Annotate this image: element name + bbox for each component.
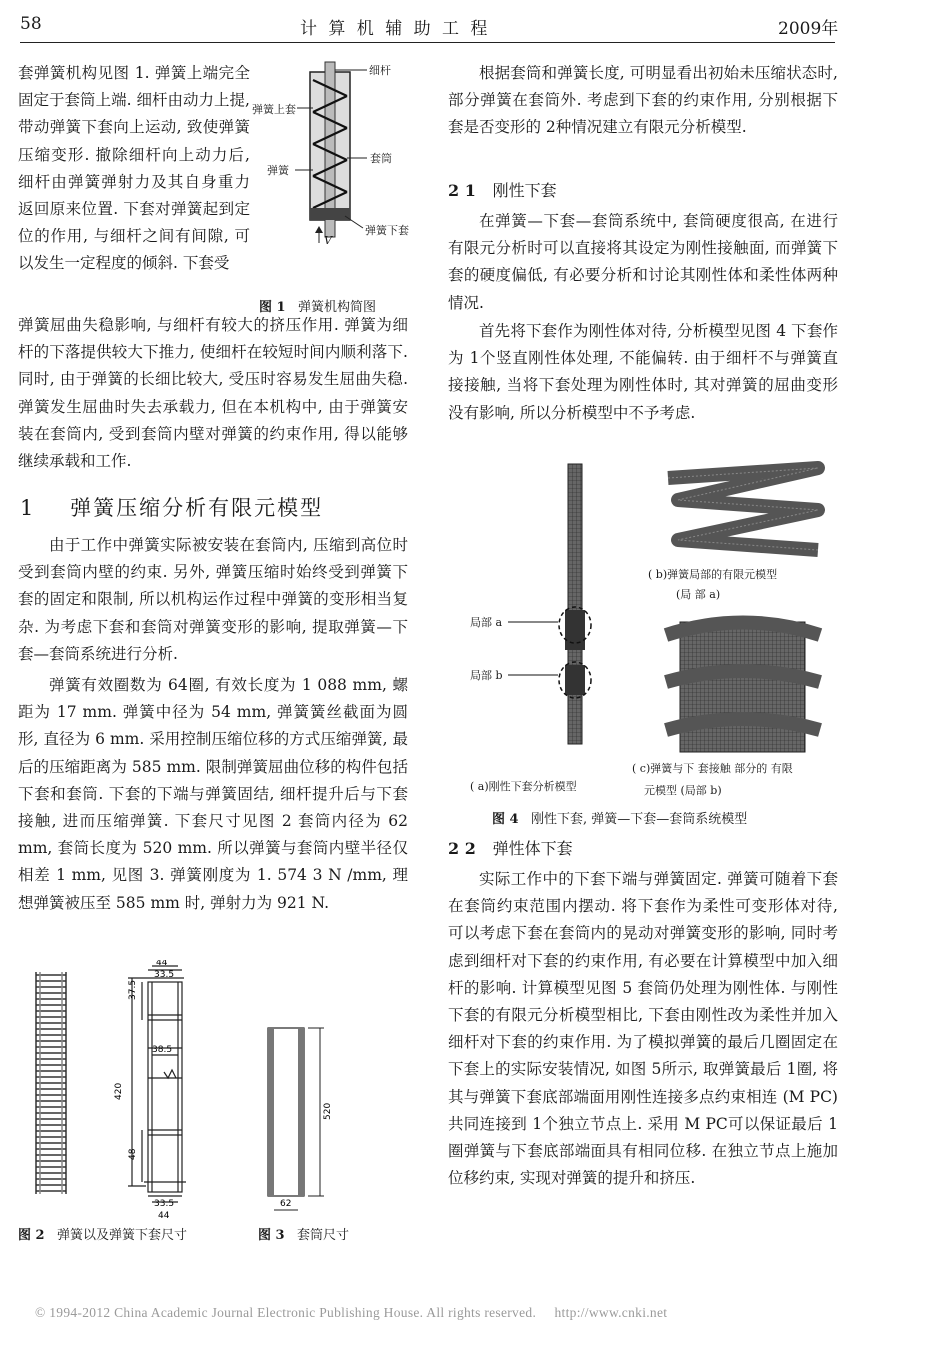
section-1-number: 1 [20, 496, 36, 520]
label-local-b: 局部 b [470, 669, 503, 682]
fe-model-figure [448, 460, 843, 780]
label-velocity: V [324, 234, 332, 247]
fig3-caption-num: 图 3 [258, 1228, 285, 1243]
right-paragraph-2: 在弹簧—下套—套筒系统中, 套筒硬度很高, 在进行有限元分析时可以直接将其设定为刚性接触面, 而弹簧下套的硬度偏低, 有必要分析和讨论其刚性体和柔性体两种情况. [448, 212, 838, 312]
footer-url[interactable]: http://www.cnki.net [554, 1305, 668, 1320]
dim-48: 48 [128, 1148, 138, 1160]
section-2-1-number: 2 1 [448, 181, 476, 200]
figure-1 [252, 58, 435, 318]
label-rod: 细杆 [369, 64, 391, 77]
spring-sleeve-dimension-drawing [18, 960, 248, 1225]
section-1-heading [20, 492, 323, 522]
label-local-a: 局部 a [470, 616, 503, 629]
left-paragraph-1-cont: 弹簧屈曲失稳影响, 与细杆有较大的挤压作用. 弹簧为细杆的下落提供较大下推力, 使细杆在较短时间内顺利落下. 同时, 由于弹簧的长细比较大, 受压时容易发生屈曲失稳. 弹簧发生屈曲时失去承载力, 但在本机构中, 由于弹簧安装在套筒内, 受到套筒内壁对弹簧的约束作用, 得以能够继续承载和工作. [18, 316, 408, 471]
right-paragraph-1: 根据套筒和弹簧长度, 可明显看出初始未压缩状态时, 部分弹簧在套筒外. 考虑到下套的约束作用, 分别根据下套是否变形的 2种情况建立有限元分析模型. [448, 64, 838, 137]
right-paragraph-4: 实际工作中的下套下端与弹簧固定. 弹簧可随着下套在套筒约束范围内摆动. 将下套作为柔性可变形体对待, 可以考虑下套在套筒内的晃动对弹簧变形的影响, 同时考虑到细杆对下套的约束作用, 有必要在计算模型中加入细杆的影响. 计算模型见图 5 套筒仍处理为刚性体. 与刚性下套的有限元分析模型相比, 下套由刚性改为柔性并加入细杆对下套的约束作用. 为了模拟弹簧的最后几圈固定在下套上的实际安装情况, 如图 5所示, 取弹簧最后 1圈, 将其与弹簧下套底部端面用刚性连接多点约束相连 (M PC)共同连接到 1个独立节点上. 采用 M PC可以保证最后 1圈弹簧与下套底部端面具有相同位移. 在独立节点上施加位移约束, 实现对弹簧的提升和挤压. [448, 870, 838, 1188]
dim-520: 520 [323, 1102, 333, 1120]
fig2-caption-text: 弹簧以及弹簧下套尺寸 [56, 1228, 187, 1243]
dim-44-top: 44 [156, 960, 168, 968]
dim-62: 62 [280, 1199, 292, 1209]
fig1-caption-num: 图 1 [259, 300, 286, 315]
label-tube: 套筒 [370, 152, 392, 165]
dim-420: 420 [114, 1082, 124, 1100]
figure-4 [448, 460, 843, 830]
section-2-1-title: 刚性下套 [492, 181, 557, 200]
section-2-2-number: 2 2 [448, 839, 476, 858]
dim-375: 37.5 [128, 979, 138, 1000]
left-paragraph-2: 由于工作中弹簧实际被安装在套筒内, 压缩到高位时受到套筒内壁的约束. 另外, 弹簧压缩时始终受到弹簧下套的固定和限制, 所以机构运作过程中弹簧的变形相当复杂. 为考虑下套和套筒对弹簧变形的影响, 提取弹簧—下套—套筒系统进行分析. [18, 536, 408, 663]
header-rule [20, 42, 835, 43]
fig1-caption-text: 弹簧机构简图 [297, 300, 376, 315]
page-number: 58 [20, 14, 42, 34]
left-paragraph-1: 套弹簧机构见图 1. 弹簧上端完全固定于套筒上端. 细杆由动力上提, 带动弹簧下套向上运动, 致使弹簧压缩变形. 撤除细杆向上动力后, 细杆由弹簧弹射力及其自身重力返回原来位置. 下套对弹簧起到定位的作用, 与细杆之间有间隙, 可以发生一定程度的倾斜. 下套受 [18, 64, 250, 273]
right-paragraph-3: 首先将下套作为刚性体对待, 分析模型见图 4 下套作为 1个竖直刚性体处理, 不能偏转. 由于细杆不与弹簧直接接触, 当将下套处理为刚性体时, 其对弹簧的屈曲变形没有影响, 所以分析模型中不予考虑. [448, 322, 838, 422]
label-spring: 弹簧 [267, 164, 289, 177]
left-paragraph-3: 弹簧有效圈数为 64圈, 有效长度为 1 088 mm, 螺距为 17 mm. 弹簧中径为 54 mm, 弹簧簧丝截面为圆形, 直径为 6 mm. 采用控制压缩位移的方式压缩弹簧, 最后的压缩距离为 585 mm. 限制弹簧屈曲位移的构件包括下套和套筒. 下套的下端与弹簧固结, 细杆提升后与下套接触, 进而压缩弹簧. 下套尺寸见图 2 套筒内径为 62 mm, 套筒长度为 520 mm. 所以弹簧与套筒内壁半径仅相差 1 mm, 见图 3. 弹簧刚度为 1. 574 3 N /mm, 理想弹簧被压至 585 mm 时, 弹射力为 921 N. [18, 676, 408, 912]
fig3-caption-text: 套筒尺寸 [296, 1228, 349, 1243]
dim-385: 38.5 [152, 1045, 173, 1055]
dim-335-bottom: 33.5 [154, 1199, 175, 1209]
tube-dimension-drawing [258, 1020, 378, 1220]
fig4-caption-text: 刚性下套, 弹簧—下套—套筒系统模型 [530, 812, 748, 827]
section-1-title: 弹簧压缩分析有限元模型 [70, 496, 324, 520]
footer-copyright: © 1994-2012 China Academic Journal Electronic Publishing House. All rights reserved. [35, 1305, 537, 1320]
fig4-cap-b2: (局 部 a) [676, 588, 721, 601]
fig4-cap-b1: ( b)弹簧局部的有限元模型 [648, 568, 778, 581]
fig4-cap-a: ( a)刚性下套分析模型 [470, 780, 577, 793]
fig2-caption-num: 图 2 [18, 1228, 45, 1243]
label-top-sleeve: 弹簧上套 [252, 103, 296, 116]
fig4-cap-c1: ( c)弹簧与下 套接触 部分的 有限 [632, 762, 793, 775]
fig4-caption-num: 图 4 [492, 812, 519, 827]
section-2-1-heading [448, 178, 557, 201]
dim-44-bottom: 44 [158, 1211, 170, 1221]
dim-335-top: 33.5 [154, 970, 175, 980]
issue-year: 2009年 [778, 19, 839, 39]
footer [35, 1305, 667, 1321]
label-bottom-sleeve: 弹簧下套 [365, 224, 409, 237]
figure-3 [258, 1020, 378, 1250]
fig4-cap-c2: 元模型 (局部 b) [644, 784, 722, 797]
section-2-2-title: 弹性体下套 [492, 839, 573, 858]
journal-title: 计 算 机 辅 助 工 程 [300, 19, 491, 39]
figure-2 [18, 960, 248, 1250]
section-2-2-heading [448, 836, 573, 859]
